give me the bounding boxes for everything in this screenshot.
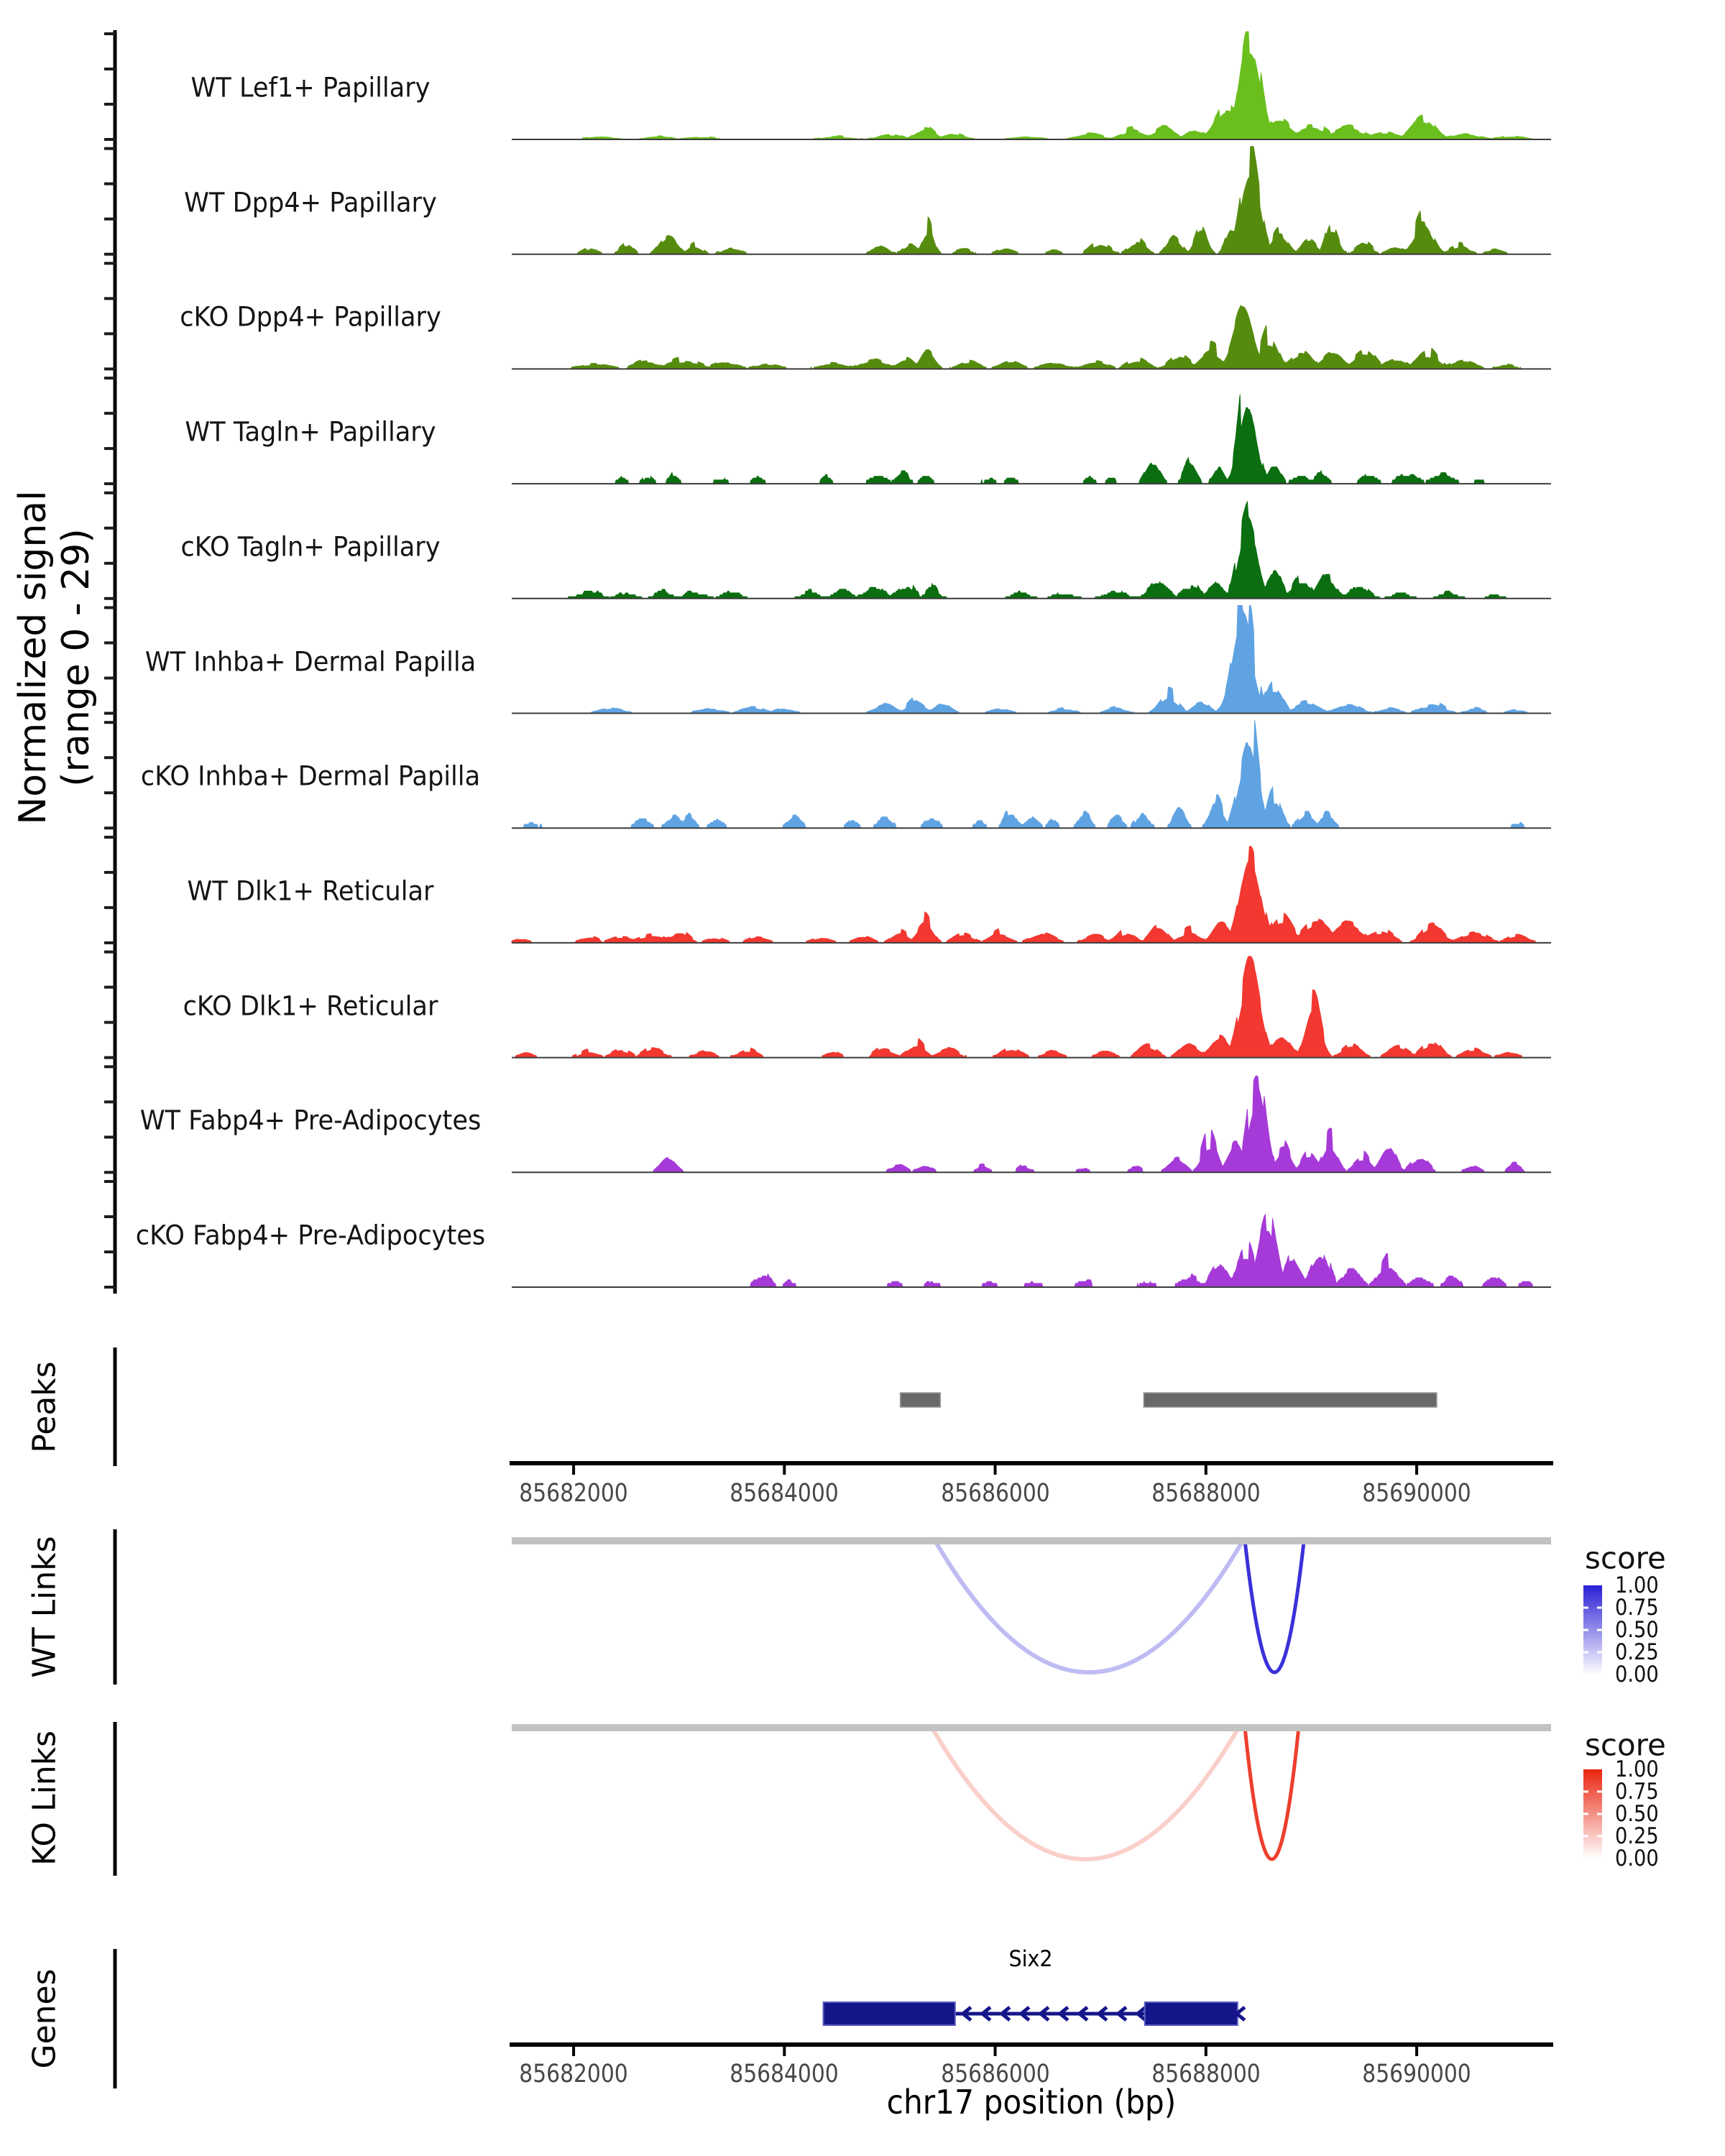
x-axis-tick-label: 85688000 bbox=[1151, 1479, 1261, 1508]
x-axis-tick-label: 85682000 bbox=[519, 2060, 628, 2088]
track-label: WT Tagln+ Papillary bbox=[185, 416, 436, 448]
x-axis-tick-label: 85690000 bbox=[1362, 2060, 1471, 2088]
score-colorbar-tick bbox=[1597, 1813, 1602, 1815]
signal-track-area bbox=[512, 395, 1551, 484]
track-label: WT Inhba+ Dermal Papilla bbox=[144, 646, 477, 677]
track-label: cKO Inhba+ Dermal Papilla bbox=[140, 760, 481, 792]
wt-score-legend-title: score bbox=[1585, 1540, 1666, 1576]
link-arc bbox=[1245, 1728, 1299, 1859]
score-colorbar-tick bbox=[1597, 1607, 1602, 1609]
track-label: WT Lef1+ Papillary bbox=[190, 72, 431, 103]
signal-track-area bbox=[512, 1215, 1551, 1287]
score-colorbar-tick bbox=[1597, 1791, 1602, 1793]
signal-track-area bbox=[512, 846, 1551, 943]
score-tick-label: 1.00 bbox=[1615, 1756, 1659, 1782]
score-tick-label: 0.50 bbox=[1615, 1617, 1659, 1643]
ko-score-legend-title: score bbox=[1585, 1727, 1666, 1763]
track-label: WT Fabp4+ Pre-Adipocytes bbox=[139, 1105, 482, 1136]
ko-links-section-label: KO Links bbox=[26, 1730, 63, 1866]
y-axis-label-line2: (range 0 - 29) bbox=[55, 528, 98, 787]
track-label: cKO Dpp4+ Papillary bbox=[180, 301, 441, 333]
gene-name-label: Six2 bbox=[1008, 1946, 1053, 1972]
score-tick-label: 0.75 bbox=[1615, 1779, 1659, 1805]
x-axis-tick-label: 85684000 bbox=[730, 2060, 840, 2088]
x-axis-tick-label: 85690000 bbox=[1362, 1479, 1471, 1508]
score-colorbar-tick bbox=[1583, 1607, 1588, 1609]
link-arc bbox=[1245, 1541, 1304, 1672]
score-tick-label: 0.75 bbox=[1615, 1595, 1659, 1621]
signal-track-area bbox=[512, 957, 1551, 1058]
track-label: cKO Fabp4+ Pre-Adipocytes bbox=[135, 1220, 486, 1251]
track-label: WT Dlk1+ Reticular bbox=[187, 875, 434, 907]
score-tick-label: 0.25 bbox=[1615, 1823, 1659, 1849]
peak-interval bbox=[901, 1393, 941, 1407]
score-tick-label: 0.25 bbox=[1615, 1639, 1659, 1665]
links-baseline bbox=[512, 1724, 1551, 1731]
track-label: cKO Dlk1+ Reticular bbox=[183, 990, 438, 1022]
score-colorbar-tick bbox=[1583, 1835, 1588, 1838]
score-colorbar-tick bbox=[1583, 1813, 1588, 1815]
signal-track-area bbox=[512, 305, 1551, 369]
x-axis-tick-label: 85682000 bbox=[519, 1479, 628, 1508]
score-colorbar-tick bbox=[1583, 1651, 1588, 1654]
x-axis-tick-label: 85688000 bbox=[1151, 2060, 1261, 2088]
score-tick-label: 0.00 bbox=[1615, 1662, 1659, 1687]
gene-exon bbox=[1145, 2002, 1238, 2025]
score-tick-label: 0.00 bbox=[1615, 1846, 1659, 1871]
link-arc bbox=[935, 1541, 1243, 1672]
links-baseline bbox=[512, 1537, 1551, 1544]
gene-exon bbox=[824, 2002, 955, 2025]
link-arc bbox=[932, 1728, 1239, 1859]
score-tick-label: 0.50 bbox=[1615, 1801, 1659, 1827]
peak-interval bbox=[1144, 1393, 1437, 1407]
signal-track-area bbox=[512, 720, 1551, 828]
score-colorbar-tick bbox=[1597, 1835, 1602, 1838]
score-colorbar-tick bbox=[1597, 1629, 1602, 1631]
track-label: cKO Tagln+ Papillary bbox=[180, 531, 441, 563]
x-axis-tick-label: 85686000 bbox=[940, 1479, 1050, 1508]
x-axis-tick-label: 85684000 bbox=[730, 1479, 840, 1508]
score-tick-label: 1.00 bbox=[1615, 1572, 1659, 1598]
score-colorbar-tick bbox=[1583, 1791, 1588, 1793]
peaks-section-label: Peaks bbox=[26, 1361, 63, 1453]
genes-section-label: Genes bbox=[26, 1968, 63, 2069]
y-axis-label bbox=[12, 490, 98, 824]
wt-links-section-label: WT Links bbox=[26, 1536, 63, 1678]
score-colorbar-tick bbox=[1583, 1629, 1588, 1631]
signal-track-area bbox=[512, 147, 1551, 254]
x-axis-title: chr17 position (bp) bbox=[886, 2083, 1177, 2122]
x-axis-tick-label: 85686000 bbox=[940, 2060, 1050, 2088]
signal-track-area bbox=[512, 502, 1551, 599]
track-label: WT Dpp4+ Papillary bbox=[184, 187, 437, 218]
signal-track-area bbox=[512, 606, 1551, 714]
signal-track-area bbox=[512, 1076, 1551, 1173]
y-axis-label-line1: Normalized signal bbox=[12, 490, 55, 825]
signal-track-area bbox=[512, 32, 1551, 139]
score-colorbar-tick bbox=[1597, 1651, 1602, 1654]
